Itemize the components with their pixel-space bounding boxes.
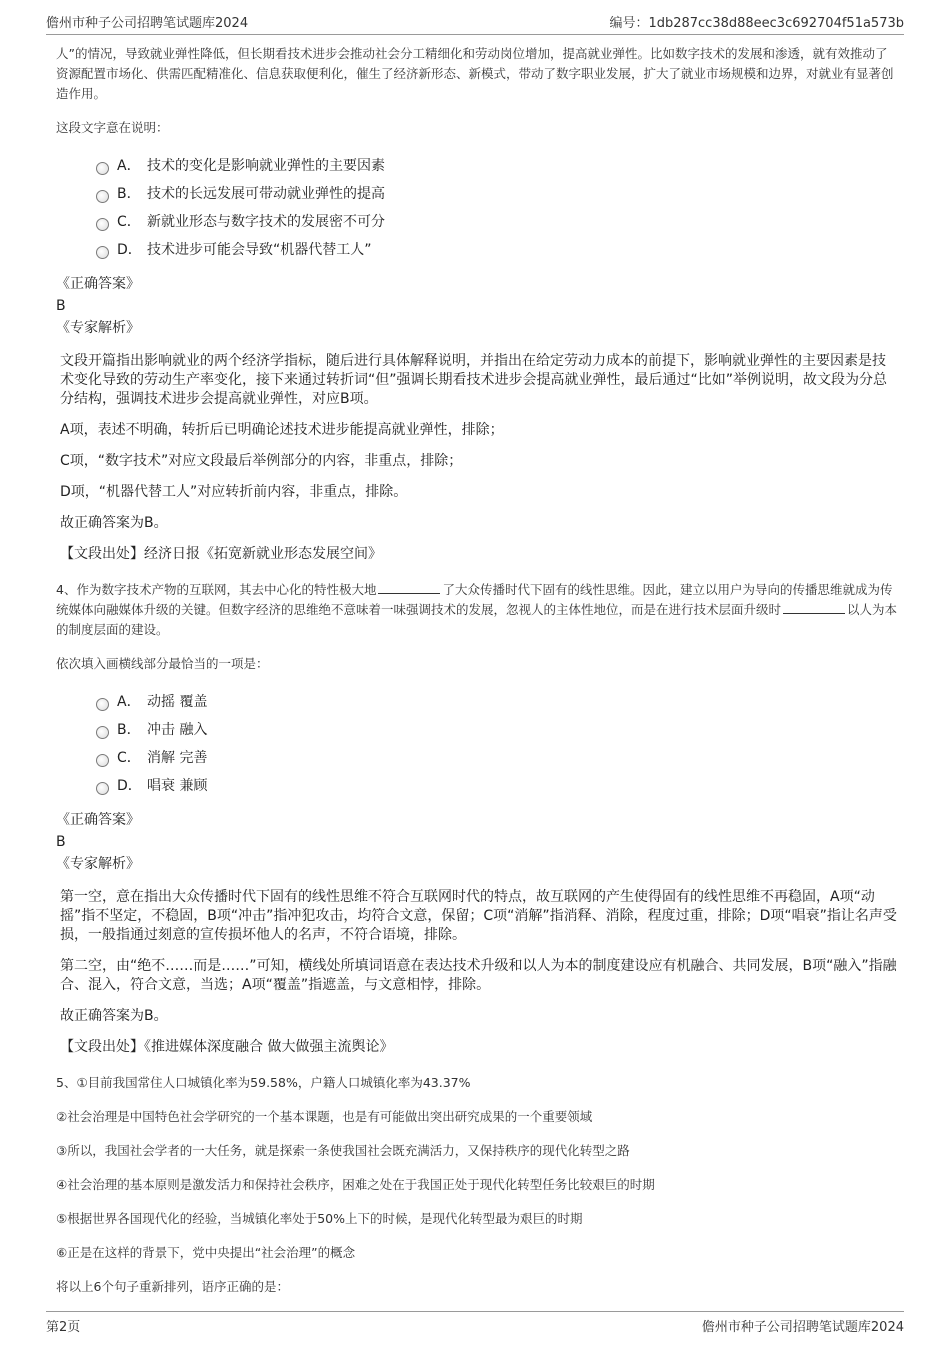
- q5-sentence: 5、①目前我国常住人口城镇化率为59.58%，户籍人口城镇化率为43.37%: [56, 1075, 471, 1090]
- q4-answer: B: [56, 834, 66, 850]
- radio-icon[interactable]: [96, 162, 109, 175]
- radio-icon[interactable]: [96, 754, 109, 767]
- q4-prompt: 依次填入画横线部分最恰当的一项是：: [56, 656, 269, 671]
- q3-answer: B: [56, 298, 66, 314]
- q4-analysis-label: 《专家解析》: [56, 856, 140, 872]
- q5-sentence: ②社会治理是中国特色社会学研究的一个基本课题，也是有可能做出突出研究成果的一个重要领域: [56, 1109, 593, 1124]
- q5-sentence: ⑤根据世界各国现代化的经验，当城镇化率处于50%上下的时候，是现代化转型最为艰巨的时期: [56, 1211, 583, 1226]
- q5-sentence: ④社会治理的基本原则是激发活力和保持社会秩序，困难之处在于我国正处于现代化转型任务比较艰巨的时期: [56, 1177, 655, 1192]
- radio-icon[interactable]: [96, 246, 109, 259]
- q3-analysis-label: 《专家解析》: [56, 320, 140, 336]
- q3-option-b[interactable]: B． 技术的长远发展可带动就业弹性的提高: [96, 180, 898, 208]
- question-5: [56, 1073, 898, 1297]
- q4-stem: 4、作为数字技术产物的互联网，其去中心化的特性极大地 了大众传播时代下固有的线性思维。因此，建立以用户为导向的传播思维就成为传统媒体向融媒体升级的关键。但数字经济的思维绝不意味着一味强调技术的发展，忽视人的主体性地位，而是在进行技术层面升级时 以人为本的制度层面的建设。: [56, 582, 898, 637]
- page-footer: [46, 1311, 904, 1336]
- radio-icon[interactable]: [96, 698, 109, 711]
- radio-icon[interactable]: [96, 190, 109, 203]
- q4-analysis-para: 第二空，由“绝不……而是……”可知，横线处所填词语意在表达技术升级和以人为本的制度建设应有机融合、共同发展，B项“融入”指融合、混入，符合文意，当选；A项“覆盖”指遮盖，与文意相悖，排除。: [60, 958, 897, 993]
- q3-option-d[interactable]: D． 技术进步可能会导致“机器代替工人”: [96, 236, 898, 264]
- q4-option-b[interactable]: B． 冲击 融入: [96, 716, 898, 744]
- q4-blank-2: [783, 601, 845, 614]
- q4-analysis-para: 第一空，意在指出大众传播时代下固有的线性思维不符合互联网时代的特点，故互联网的产生使得固有的线性思维不再稳固，A项“动摇”指不坚定，不稳固，B项“冲击”指冲犯攻击，均符合文意，保留；C项“消解”指消释、消除，程度过重，排除；D项“唱衰”指让名声受损，一般指通过刻意的宣传损坏他人的名声，不符合语境，排除。: [60, 889, 897, 943]
- q3-analysis-para: A项，表述不明确，转折后已明确论述技术进步能提高就业弹性，排除；: [60, 422, 504, 438]
- q5-sentence: ⑥正是在这样的背景下，党中央提出“社会治理”的概念: [56, 1245, 356, 1260]
- page-content: [56, 44, 898, 1313]
- footer-page-number: 第2页: [46, 1320, 81, 1335]
- q3-source: 【文段出处】经济日报《拓宽新就业形态发展空间》: [60, 546, 382, 562]
- q5-prompt: 将以上6个句子重新排列，语序正确的是：: [56, 1279, 289, 1294]
- radio-icon[interactable]: [96, 218, 109, 231]
- q4-blank-1: [378, 581, 440, 594]
- q4-option-c[interactable]: C． 消解 完善: [96, 744, 898, 772]
- q4-answer-label: 《正确答案》: [56, 812, 140, 828]
- page-header: [46, 12, 904, 35]
- q3-analysis-para: C项，“数字技术”对应文段最后举例部分的内容，非重点，排除；: [60, 453, 463, 469]
- header-doc-id: 编号：1db287cc38d88eec3c692704f51a573b: [609, 16, 904, 31]
- q4-options: [96, 688, 898, 800]
- q4-option-a[interactable]: A． 动摇 覆盖: [96, 688, 898, 716]
- q4-source: 【文段出处】《推进媒体深度融合 做大做强主流舆论》: [60, 1039, 394, 1055]
- q3-option-a[interactable]: A． 技术的变化是影响就业弹性的主要因素: [96, 152, 898, 180]
- q5-sentence: ③所以，我国社会学者的一大任务，就是探索一条使我国社会既充满活力，又保持秩序的现代化转型之路: [56, 1143, 630, 1158]
- q3-options: [96, 152, 898, 264]
- q3-option-c[interactable]: C． 新就业形态与数字技术的发展密不可分: [96, 208, 898, 236]
- radio-icon[interactable]: [96, 726, 109, 739]
- radio-icon[interactable]: [96, 782, 109, 795]
- header-doc-title: 儋州市种子公司招聘笔试题库2024: [46, 16, 249, 31]
- question-4: [56, 580, 898, 1057]
- q3-analysis-para: D项，“机器代替工人”对应转折前内容，非重点，排除。: [60, 484, 408, 500]
- q4-option-d[interactable]: D． 唱衰 兼顾: [96, 772, 898, 800]
- q3-analysis-para: 故正确答案为B。: [60, 515, 168, 531]
- q3-answer-label: 《正确答案》: [56, 276, 140, 292]
- q3-passage-tail: 人”的情况，导致就业弹性降低，但长期看技术进步会推动社会分工精细化和劳动岗位增加，提高就业弹性。比如数字技术的发展和渗透，就有效推动了资源配置市场化、供需匹配精准化、信息获取便利化，催生了经济新形态、新模式，带动了数字职业发展，扩大了就业市场规模和边界，对就业有显著创造作用。: [56, 46, 894, 101]
- q3-prompt: 这段文字意在说明：: [56, 120, 169, 135]
- footer-doc-title: 儋州市种子公司招聘笔试题库2024: [701, 1320, 904, 1335]
- q4-analysis-para: 故正确答案为B。: [60, 1008, 168, 1024]
- q3-analysis-para: 文段开篇指出影响就业的两个经济学指标，随后进行具体解释说明，并指出在给定劳动力成本的前提下，影响就业弹性的主要因素是技术变化导致的劳动生产率变化，接下来通过转折词“但”强调长期看技术进步会提高就业弹性，最后通过“比如”举例说明，故文段为分总分结构，强调技术进步会提高就业弹性，对应B项。: [60, 353, 888, 407]
- question-3: [56, 44, 898, 564]
